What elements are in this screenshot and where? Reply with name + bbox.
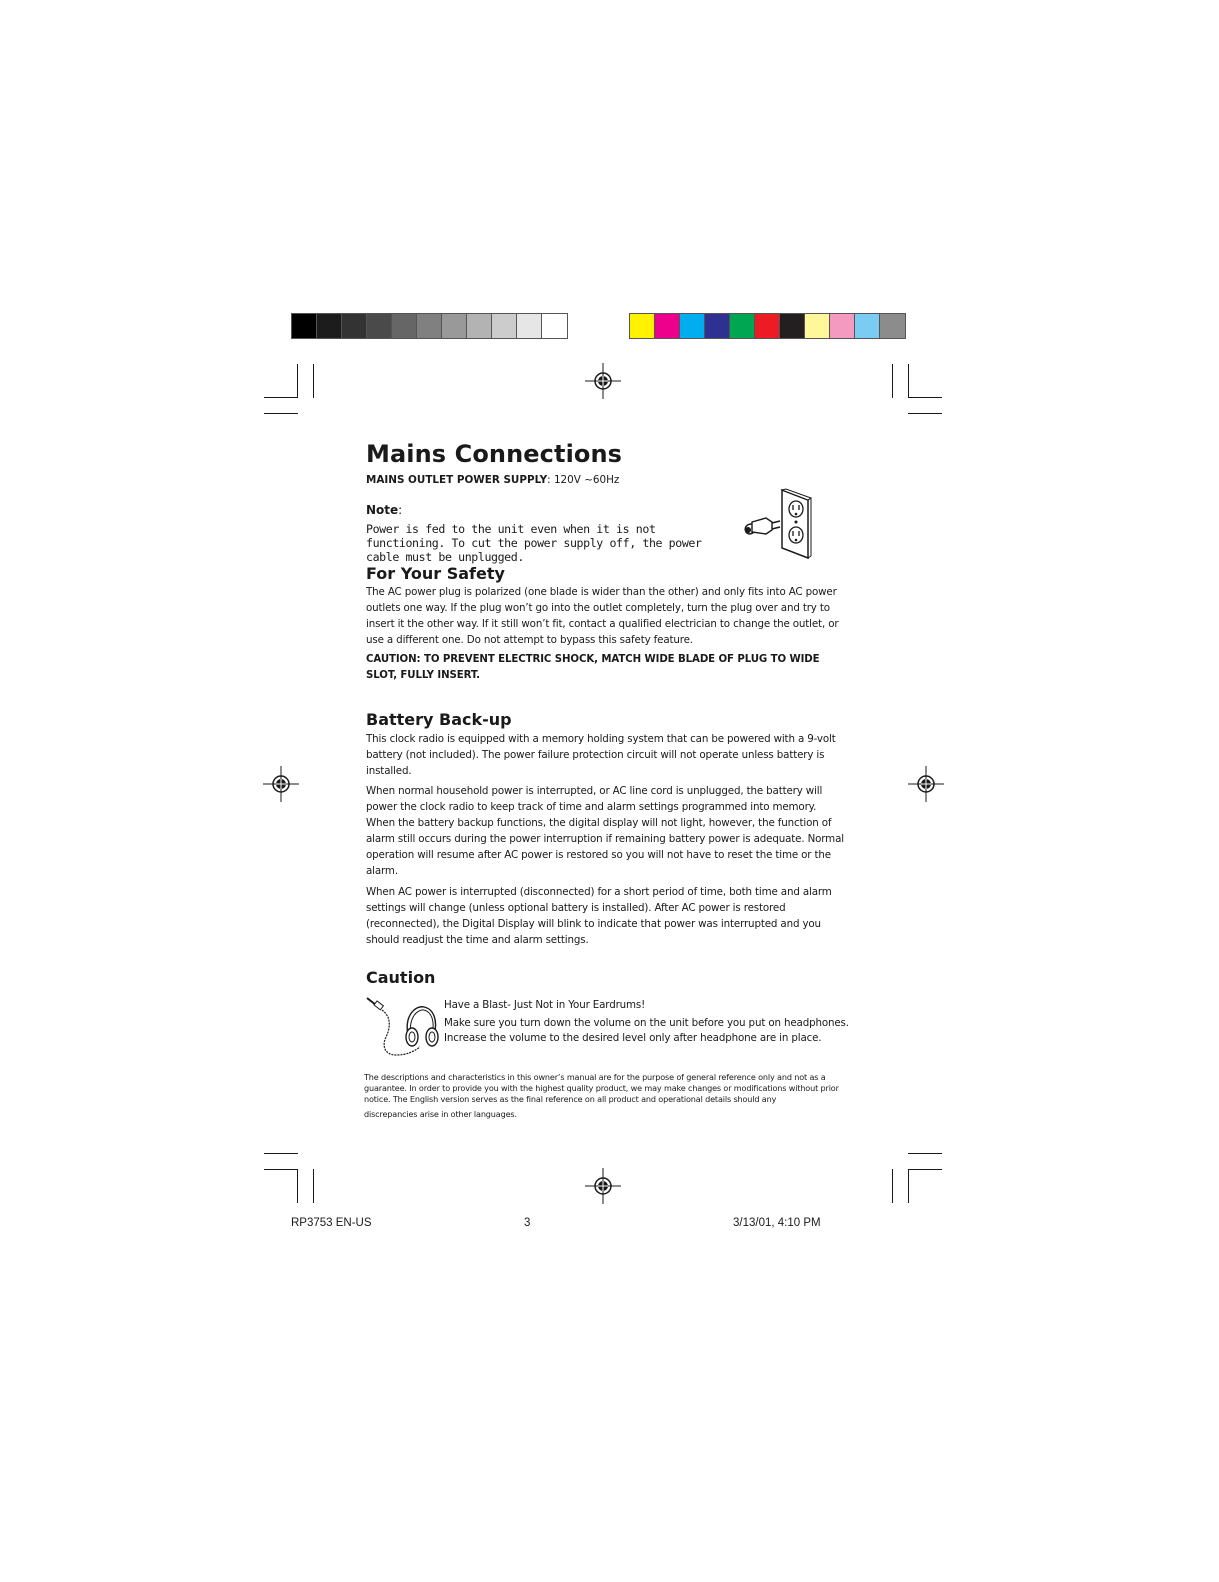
disclaimer-last-line: discrepancies arise in other languages. [364, 1109, 517, 1119]
crop-mark [892, 364, 893, 398]
registration-mark-right [908, 766, 944, 802]
grayscale-swatch [392, 314, 417, 338]
disclaimer-main: The descriptions and characteristics in this owner’s manual are for the purpose of general reference only and not as a guarantee. In order to provide you with the highest quality product, we may make changes or modifications without prior notice. The English version serves as the final reference on all product and operational details should any [364, 1072, 839, 1104]
grayscale-swatch [292, 314, 317, 338]
grayscale-swatch [417, 314, 442, 338]
note-text: Power is fed to the unit even when it is not functioning. To cut the power supply off, the power cable must be unplugged. [366, 522, 702, 564]
battery-paragraph-2: When normal household power is interrupted, or AC line cord is unplugged, the battery will power the clock radio to keep track of time and alarm settings programmed into memory. When the battery backup functions, the digital display will not light, however, the function of alarm still occurs during the power interruption if remaining battery power is adequate. Normal operation will resume after AC power is restored so you will not have to reset the time or the alarm. [366, 785, 844, 877]
power-supply-value: : 120V ~60Hz [547, 474, 620, 486]
safety-caution: CAUTION: TO PREVENT ELECTRIC SHOCK, MATCH WIDE BLADE OF PLUG TO WIDE SLOT, FULLY INSERT. [366, 654, 820, 681]
registration-mark-top [585, 363, 621, 399]
crop-mark [908, 364, 909, 398]
crop-mark [908, 1169, 909, 1203]
registration-mark-left [263, 766, 299, 802]
crop-mark [264, 413, 298, 414]
process-color-swatch [655, 314, 680, 338]
grayscale-color-bar [291, 313, 568, 339]
headphones-icon [364, 995, 440, 1061]
process-color-swatch [630, 314, 655, 338]
footer-file-name: RP3753 EN-US [291, 1217, 372, 1229]
caution-tagline: Have a Blast- Just Not in Your Eardrums! [444, 999, 646, 1011]
power-supply-label: MAINS OUTLET POWER SUPPLY [366, 474, 548, 486]
note-label [366, 503, 402, 517]
crop-mark [264, 397, 298, 398]
grayscale-swatch [542, 314, 567, 338]
safety-body: The AC power plug is polarized (one blade is wider than the other) and only fits into AC power outlets one way. If the plug won’t go into the outlet completely, turn the plug over and try to insert it the other way. If it still won’t fit, contact a qualified electrician to change the outlet, or use a different one. Do not attempt to bypass this safety feature. [366, 586, 839, 646]
crop-mark [908, 1153, 942, 1154]
safety-heading: For Your Safety [366, 564, 505, 583]
plug-outlet-icon [742, 488, 816, 560]
process-color-swatch [705, 314, 730, 338]
crop-mark [908, 413, 942, 414]
caution-body: Make sure you turn down the volume on the unit before you put on headphones. Increase the volume to the desired level only after headphone are in place. [444, 1017, 849, 1044]
power-supply-spec [366, 474, 619, 486]
grayscale-swatch [342, 314, 367, 338]
crop-mark [297, 1169, 298, 1203]
note-colon: : [398, 503, 403, 517]
process-color-swatch [755, 314, 780, 338]
process-color-bar [629, 313, 906, 339]
battery-paragraph-3: When AC power is interrupted (disconnected) for a short period of time, both time and alarm settings will change (unless optional battery is installed). After AC power is restored (reconnected), the Digital Display will blink to indicate that power was interrupted and you should readjust the time and alarm settings. [366, 886, 832, 946]
crop-mark [264, 1153, 298, 1154]
process-color-swatch [880, 314, 905, 338]
crop-mark [313, 1169, 314, 1203]
crop-mark [313, 364, 314, 398]
process-color-swatch [855, 314, 880, 338]
process-color-swatch [730, 314, 755, 338]
grayscale-swatch [442, 314, 467, 338]
crop-mark [892, 1169, 893, 1203]
crop-mark [908, 397, 942, 398]
process-color-swatch [830, 314, 855, 338]
crop-mark [297, 364, 298, 398]
battery-heading: Battery Back-up [366, 710, 512, 729]
grayscale-swatch [492, 314, 517, 338]
page-title: Mains Connections [366, 440, 623, 468]
process-color-swatch [805, 314, 830, 338]
grayscale-swatch [367, 314, 392, 338]
grayscale-swatch [317, 314, 342, 338]
process-color-swatch [680, 314, 705, 338]
crop-mark [908, 1169, 942, 1170]
footer-timestamp: 3/13/01, 4:10 PM [733, 1217, 821, 1229]
process-color-swatch [780, 314, 805, 338]
note-label-text: Note [366, 503, 399, 517]
battery-paragraph-1: This clock radio is equipped with a memory holding system that can be powered with a 9-volt battery (not included). The power failure protection circuit will not operate unless battery is installed. [366, 733, 836, 777]
crop-mark [264, 1169, 298, 1170]
grayscale-swatch [467, 314, 492, 338]
grayscale-swatch [517, 314, 542, 338]
registration-mark-bottom [585, 1168, 621, 1204]
footer-page-number: 3 [524, 1217, 531, 1229]
disclaimer [364, 1072, 842, 1120]
caution-heading: Caution [366, 968, 436, 987]
